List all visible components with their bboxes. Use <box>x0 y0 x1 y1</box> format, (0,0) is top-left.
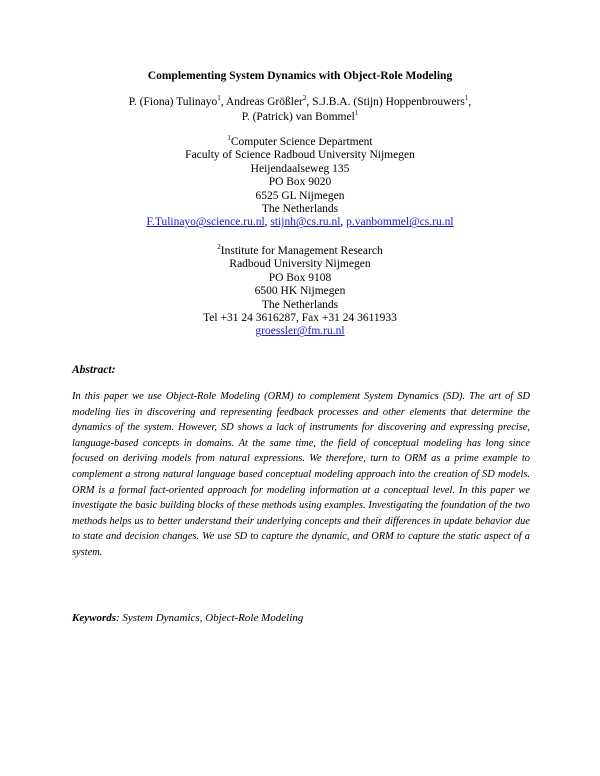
affiliation-mark: 2 <box>217 243 221 252</box>
keywords-text: : System Dynamics, Object-Role Modeling <box>116 612 304 624</box>
keywords-label: Keywords <box>72 612 116 624</box>
affiliation-mark: 2 <box>302 94 307 103</box>
affiliation-line: 6500 HK Nijmegen <box>254 285 346 298</box>
affiliation-line: Radboud University Nijmegen <box>229 258 371 271</box>
affiliation-mark: 1 <box>464 94 469 103</box>
email-link[interactable]: groessler@fm.ru.nl <box>255 325 345 338</box>
abstract-heading: Abstract: <box>72 364 116 376</box>
affiliation-2-block <box>0 245 600 339</box>
paper-title: Complementing System Dynamics with Object-Role Modeling <box>147 70 453 82</box>
affiliation-line: $^2$Institute for Management Research <box>217 243 383 257</box>
email-link[interactable]: stijnh@cs.ru.nl <box>270 216 341 229</box>
affiliation-mark: 1 <box>354 109 359 118</box>
affiliation-line: $^1$Computer Science Department <box>227 134 373 148</box>
affiliation-line: PO Box 9020 <box>268 176 332 189</box>
affiliation-mark: 1 <box>217 94 221 103</box>
author-name: Andreas Größler <box>225 96 303 108</box>
affiliation-line: Faculty of Science Radboud University Nijmegen <box>185 149 415 162</box>
affiliation-line: Tel +31 24 3616287, Fax +31 24 3611933 <box>203 312 397 325</box>
email-link[interactable]: F.Tulinayo@science.ru.nl <box>146 216 265 229</box>
affiliation-line: The Netherlands <box>261 203 339 216</box>
affiliation-line: 6525 GL Nijmegen <box>255 189 345 202</box>
affiliation-mark: 1 <box>227 134 231 143</box>
affiliation-line: Heijendaalseweg 135 <box>250 162 350 175</box>
affiliation-line: PO Box 9108 <box>268 271 332 284</box>
author-name: P. (Patrick) van Bommel <box>241 111 355 124</box>
author-block <box>0 96 600 125</box>
email-link[interactable]: p.vanbommel@cs.ru.nl <box>346 216 454 229</box>
author-line-2 <box>0 111 600 124</box>
author-line-1: P. (Fiona) Tulinayo$^1$, Andreas Größler$^2$, S.J.B.A. (Stijn) Hoppenbrouwers$^1$, <box>128 94 472 108</box>
email-line: F.Tulinayo@science.ru.nl, stijnh@cs.ru.nl, p.vanbommel@cs.ru.nl <box>146 216 454 229</box>
email-line <box>0 325 600 338</box>
affiliation-line: The Netherlands <box>261 298 339 311</box>
affiliation-1-block <box>0 136 600 230</box>
author-name: S.J.B.A. (Stijn) Hoppenbrouwers <box>312 96 465 108</box>
author-name: P. (Fiona) Tulinayo <box>128 96 218 108</box>
abstract-text: In this paper we use Object-Role Modeling (ORM) to complement System Dynamics (SD). The art of SD modeling lies in discovering and representing feedback processes and other elements that determine the dynamics of the system. However, SD shows a lack of instruments for discovering and expressing precise, language-based concepts in domains. At the same time, the field of conceptual modeling has long since focused on deriving models from natural expressions. We therefore, turn to ORM as a prime example to complement a strong natural language based conceptual modeling approach into the creation of SD models. ORM is a formal fact-oriented approach for modeling information at a conceptual level. In this paper we investigate the basic building blocks of these methods using examples. Investigating the foundation of the two methods helps us to better understand their underlying concepts and their differences in update behavior due to state and decision changes. We use SD to capture the dynamic, and ORM to capture the static aspect of a system. <box>72 391 530 558</box>
keywords-line <box>72 612 303 624</box>
